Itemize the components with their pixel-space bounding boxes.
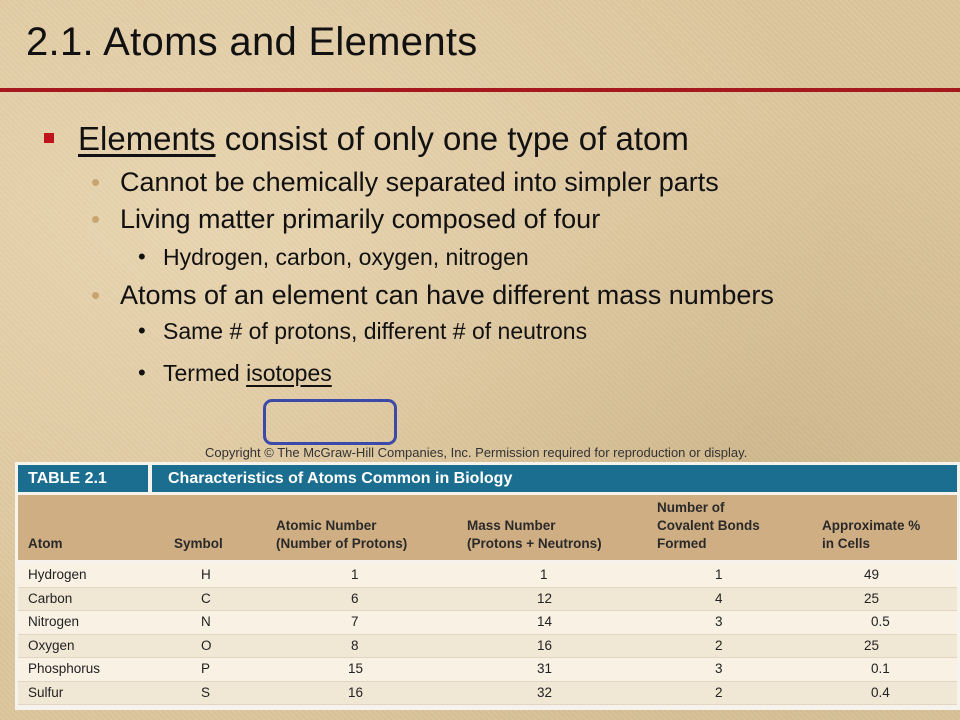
cell-mass-number: 32 bbox=[537, 684, 553, 700]
termed-label: Termed bbox=[163, 360, 247, 386]
cell-covalent-bonds: 3 bbox=[715, 661, 723, 676]
atoms-table bbox=[15, 462, 960, 710]
cell-atom: Phosphorus bbox=[28, 661, 101, 676]
cell-symbol: C bbox=[201, 590, 211, 606]
title-divider bbox=[0, 88, 960, 92]
cell-mass-number: 14 bbox=[537, 614, 553, 629]
cell-atom: Nitrogen bbox=[28, 614, 80, 629]
slide-title: 2.1. Atoms and Elements bbox=[26, 20, 478, 64]
sub-sub-bullet-isotopes bbox=[163, 360, 332, 387]
sub-bullet-dot: • bbox=[91, 280, 101, 310]
cell-atomic-number: 8 bbox=[351, 637, 359, 653]
sub-sub-bullet-dot: • bbox=[138, 244, 146, 269]
cell-mass-number: 12 bbox=[537, 590, 553, 606]
header-percent-cells: Approximate % in Cells bbox=[822, 518, 921, 551]
cell-covalent-bonds: 2 bbox=[715, 637, 723, 653]
cell-atomic-number: 15 bbox=[348, 661, 364, 676]
sub-sub-bullet-dot: • bbox=[138, 360, 146, 385]
elements-term: Elements bbox=[78, 120, 216, 157]
sub-sub-bullet-dot: • bbox=[138, 318, 146, 343]
header-atomic-number: Atomic Number (Number of Protons) bbox=[276, 518, 408, 551]
cell-mass-number: 16 bbox=[537, 637, 553, 653]
table-row bbox=[18, 635, 957, 659]
sub-bullet-dot: • bbox=[91, 167, 101, 197]
header-covalent-bonds: Number of Covalent Bonds Formed bbox=[657, 500, 760, 551]
cell-symbol: S bbox=[201, 684, 211, 700]
cell-percent: 0.1 bbox=[871, 661, 890, 676]
cell-symbol: N bbox=[201, 614, 211, 629]
header-mass-number: Mass Number (Protons + Neutrons) bbox=[467, 518, 602, 551]
table-label-bar bbox=[15, 462, 960, 494]
table-row bbox=[18, 682, 957, 706]
table-caption: Characteristics of Atoms Common in Biology bbox=[152, 465, 957, 492]
isotopes-term: isotopes bbox=[246, 360, 332, 386]
cell-mass-number: 31 bbox=[537, 661, 553, 676]
cell-atomic-number: 7 bbox=[351, 614, 359, 629]
cell-symbol: O bbox=[201, 637, 212, 653]
table-row bbox=[18, 564, 957, 588]
cell-covalent-bonds: 2 bbox=[715, 684, 723, 700]
main-bullet-text: consist of only one type of atom bbox=[215, 120, 689, 157]
header-atom: Atom bbox=[28, 536, 63, 551]
table-number: TABLE 2.1 bbox=[18, 465, 148, 492]
bullet-marker bbox=[44, 133, 54, 143]
cell-covalent-bonds: 3 bbox=[715, 614, 723, 629]
table-body bbox=[18, 564, 957, 705]
cell-atomic-number: 6 bbox=[351, 590, 359, 606]
cell-mass-number: 1 bbox=[540, 567, 548, 582]
cell-atom: Carbon bbox=[28, 590, 73, 606]
sub-bullet-2: Living matter primarily composed of four bbox=[120, 204, 601, 234]
cell-atom: Hydrogen bbox=[28, 567, 87, 582]
main-bullet bbox=[78, 120, 689, 158]
cell-symbol: P bbox=[201, 661, 211, 676]
sub-sub-bullet-protons: Same # of protons, different # of neutrons bbox=[163, 318, 588, 344]
highlight-box bbox=[263, 399, 397, 445]
header-symbol: Symbol bbox=[174, 536, 223, 551]
cell-atomic-number: 16 bbox=[348, 684, 364, 700]
cell-percent: 0.5 bbox=[871, 614, 890, 629]
cell-covalent-bonds: 1 bbox=[715, 567, 723, 582]
sub-bullet-3: Atoms of an element can have different mass numbers bbox=[120, 280, 774, 310]
cell-atom: Oxygen bbox=[28, 637, 75, 653]
copyright-notice: Copyright © The McGraw-Hill Companies, Inc. Permission required for reproduction or display. bbox=[205, 445, 748, 460]
cell-percent: 49 bbox=[864, 567, 880, 582]
cell-atomic-number: 1 bbox=[351, 567, 359, 582]
cell-percent: 25 bbox=[864, 637, 880, 653]
table-row bbox=[18, 658, 957, 682]
cell-covalent-bonds: 4 bbox=[715, 590, 723, 606]
cell-percent: 0.4 bbox=[871, 684, 890, 700]
table-row bbox=[18, 611, 957, 635]
cell-symbol: H bbox=[201, 567, 211, 582]
sub-bullet-1: Cannot be chemically separated into simpler parts bbox=[120, 167, 719, 197]
cell-percent: 25 bbox=[864, 590, 880, 606]
sub-sub-bullet-elements: Hydrogen, carbon, oxygen, nitrogen bbox=[163, 244, 529, 270]
table-header-row bbox=[18, 495, 957, 560]
table-row bbox=[18, 588, 957, 612]
cell-atom: Sulfur bbox=[28, 684, 64, 700]
sub-bullet-dot: • bbox=[91, 204, 101, 234]
